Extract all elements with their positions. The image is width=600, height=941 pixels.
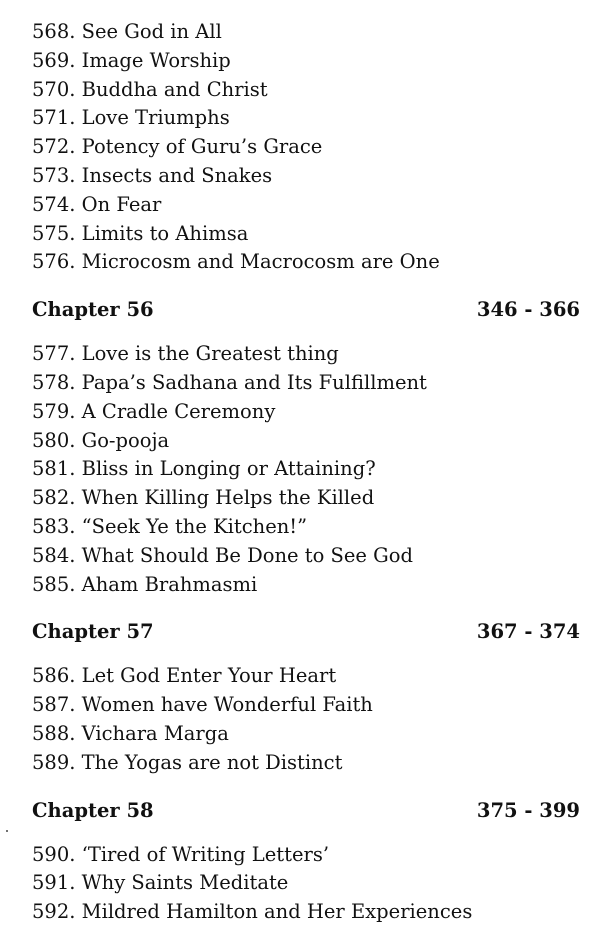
toc-entry: 590. ‘Tired of Writing Letters’ <box>32 842 330 866</box>
toc-entry: 578. Papa’s Sadhana and Its Fulfillment <box>32 370 427 394</box>
chapter-title: Chapter 57 <box>32 620 154 644</box>
toc-entry: 584. What Should Be Done to See God <box>32 543 413 567</box>
toc-entry: 576. Microcosm and Macrocosm are One <box>32 250 440 274</box>
toc-entry: 587. Women have Wonderful Faith <box>32 693 373 717</box>
chapter-title: Chapter 58 <box>32 798 154 822</box>
toc-entry: 585. Aham Brahmasmi <box>32 572 258 596</box>
toc-entry: 572. Potency of Guru’s Grace <box>32 135 323 159</box>
toc-entry: 571. Love Triumphs <box>32 106 230 130</box>
toc-entry: 580. Go-pooja <box>32 428 170 452</box>
toc-entry: 579. A Cradle Ceremony <box>32 399 276 423</box>
chapter-page-range: 375 - 399 <box>476 798 580 822</box>
chapter-page-range: 367 - 374 <box>476 620 580 644</box>
toc-entry: 569. Image Worship <box>32 48 231 72</box>
toc-section <box>32 296 580 599</box>
toc-entry: 591. Why Saints Meditate <box>32 871 289 895</box>
toc-entry: 582. When Killing Helps the Killed <box>32 486 375 510</box>
chapter-heading <box>32 296 580 324</box>
chapter-heading <box>32 618 580 646</box>
toc-entry: 573. Insects and Snakes <box>32 163 273 187</box>
toc-entry: 583. “Seek Ye the Kitchen!” <box>32 514 308 538</box>
toc-section <box>32 618 580 777</box>
chapter-heading <box>32 797 580 825</box>
toc-entry: 581. Bliss in Longing or Attaining? <box>32 457 376 481</box>
toc-entry: 575. Limits to Ahimsa <box>32 221 249 245</box>
toc-entry: 588. Vichara Marga <box>32 721 229 745</box>
toc-entry: 592. Mildred Hamilton and Her Experiences <box>32 900 473 924</box>
toc-entry: 570. Buddha and Christ <box>32 77 268 101</box>
toc-entry: 577. Love is the Greatest thing <box>32 342 339 366</box>
table-of-contents <box>32 18 580 927</box>
toc-entry: 568. See God in All <box>32 20 222 43</box>
toc-entry: 574. On Fear <box>32 192 162 216</box>
chapter-title: Chapter 56 <box>32 298 154 322</box>
toc-entry: 586. Let God Enter Your Heart <box>32 664 337 688</box>
toc-section <box>32 797 580 927</box>
chapter-page-range: 346 - 366 <box>476 298 580 322</box>
toc-entry: 589. The Yogas are not Distinct <box>32 750 343 774</box>
stray-mark <box>6 830 8 832</box>
toc-section <box>32 18 580 277</box>
